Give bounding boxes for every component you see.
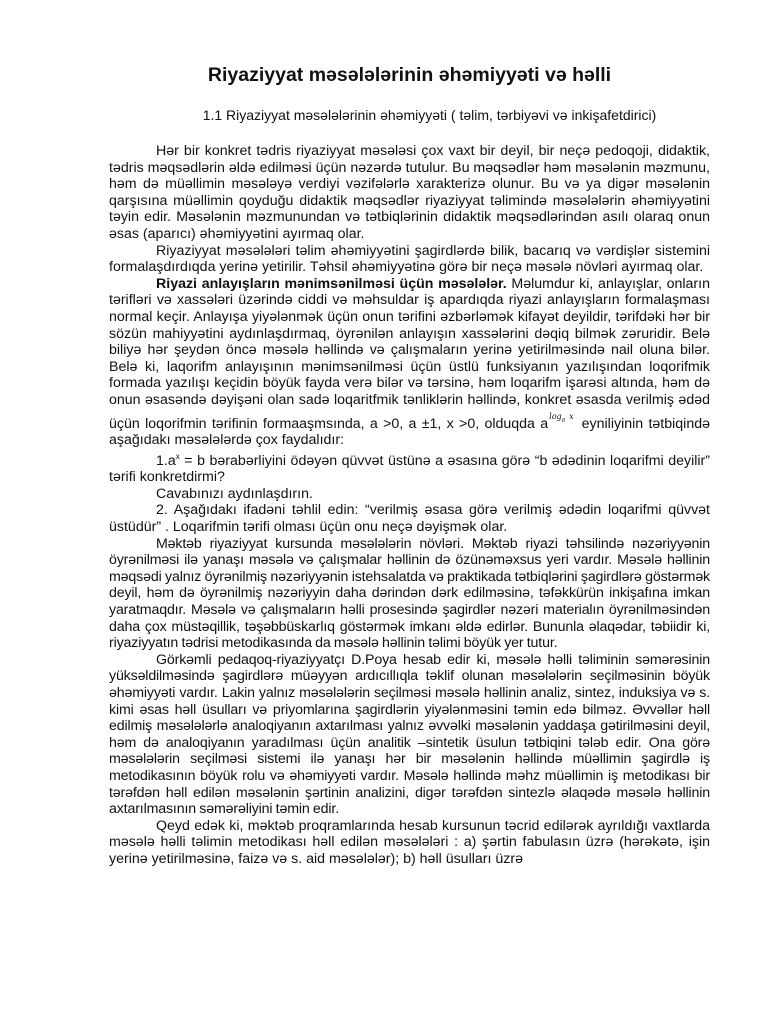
document-title: Riyaziyyat məsələlərinin əhəmiyyəti və həlli bbox=[207, 64, 612, 86]
paragraph-1: Hər bir konkret tədris riyaziyyat məsələsi çox vaxt bir deyil, bir neçə pedoqoji, didaktik, tədris məqsədlərin əldə edilməsi üçün nəzərdə tutulur. Bu məqsədlər həm məsələnin məzmunu, həm də müəllimin məsələyə verdiyi vəzifələrlə xarakterizə olunur. Bu və ya digər məsələnin qarşısına müəllimin qoyduğu didaktik məqsədlər riyaziyyat təlimində məsələlərin əhəmiyyətini təyin edir. Məsələnin məzmunundan və tətbiqlərinin didaktik məqsədlərindən asılı olaraq onun əsas (aparıcı) əhəmiyyətini ayırmaq olar. bbox=[109, 143, 710, 242]
log-superscript bbox=[549, 411, 574, 424]
paragraph-9: Qeyd edək ki, məktəb proqramlarında hesab kursunun təcrid edilərək ayrıldığı vaxtlarda məsələ həlli təlimin metodikası həll edilən məsələləri : a) şərtin fabulasın üzrə (hərəkətə, işin yerinə yetirilməsinə, faizə və s. aid məsələlər); b) həll üsulları üzrə bbox=[109, 817, 710, 867]
log-label: log bbox=[549, 411, 562, 421]
paragraph-5: Cavabınızı aydınlaşdırın. bbox=[156, 485, 313, 502]
paragraph-6: 2. Aşağıdakı ifadəni təhlil edin: “verilmiş əsasa görə verilmiş ədədin loqarifmi qüvvət üstüdür” . Loqarifmin tərifi olması üçün onu neçə dəyişmək olar. bbox=[109, 502, 710, 536]
log-arg: x bbox=[565, 411, 574, 421]
paragraph-7: Məktəb riyaziyyat kursunda məsələlərin növləri. Məktəb riyazi təhsilində nəzəriyyənin öyrənilməsi ilə yanaşı məsələ və çalışmalar həllinin də özünəməxsus yeri vardır. Məsələ həllinin məqsədi yalnız öyrənilmiş nəzəriyyənin istehsalatda və praktikada tətbiqlərini şagirdlərə göstərmək deyil, həm də öyrənilmiş nəzəriyyin daha dərindən dərk edilməsinə, təfəkkürün inkişafına imkan yaratmaqdır. Məsələ və çalışmaların həlli prosesində şagirdlər nəzəri materialın öyrənilməsindən daha çox müstəqillik, təşəbbüskarlıq göstərmək imkanı əldə edirlər. Bununla əlaqədar, təbiidir ki, riyaziyyatın tədrisi metodikasında da məsələ həllinin təlimi böyük yer tutur. bbox=[109, 535, 710, 652]
paragraph-4 bbox=[109, 449, 710, 486]
paragraph-3-text: Məlumdur ki, anlayışlar, onların tərifləri və xassələri üzərində ciddi və məhsuldar iş apardıqda riyazi anlayışların formalaşması normal keçir. Anlayışa yiyələnmək üçün onun tərifini əzbərləmək kifayət deyildir, tərifdəki hər bir sözün mahiyyətini aydınlaşdırmaq, öyrənilən anlayışın xassələrini dəqiq bilmək zəruridir. Belə biliyə hər şeydən öncə məsələ həllində və çalışmaların yerinə yetirilməsində nail oluna bilər. Belə ki, laqorifm anlayışının mənimsənilməsi üçün üstlü funksiyanın yazılışından loqorifmik formada yazılışı keçidin böyük fayda verə bilər və tərsinə, həm loqarifm işarəsi altında, həm də onun əsasəndə dəyişəni olan sadə loqaritfmik tənliklərin həllində, konkret əsasda verilmiş ədəd üçün loqorifmin tərifinin formaaşmsında, a >0, a ±1, x >0, olduqda a bbox=[109, 275, 710, 432]
paragraph-2: Riyaziyyat məsələləri təlim əhəmiyyətini şagirdlərdə bilik, bacarıq və vərdişlər sistemini formalaşdırdıqda yerinə yetirilir. Təhsil əhəmiyyətinə görə bir neçə məsələ növləri ayırmaq olar. bbox=[109, 242, 710, 276]
paragraph-3-end: eyniliyinin tətbiqində aşağıdakı məsələlərdə çox faydalıdır: bbox=[109, 415, 710, 449]
paragraph-3-heading: Riyazi anlayışların mənimsənilməsi üçün məsələlər. bbox=[156, 275, 507, 292]
paragraph-8: Görkəmli pedaqoq-riyaziyyatçı D.Poya hesab edir ki, məsələ həlli təliminin səmərəsinin yüksəldilməsində şagirdlərə müəyyən ardıcıllıqla təklif olunan məsələlərin seçilməsinin böyük əhəmiyyəti vardır. Lakin yalnız məsələlərin seçilməsi məsələ həllinin analiz, sintez, induksiya və s. kimi əsas həll üsulları və priyomlarına şagirdlərin yiyələnməsini təmin edə bilməz. Əvvəllər həll edilmiş məsələlərlə analoqiyanın axtarılması yalnız əvvəlki məsələnin yaddaşa gətirilməsini deyil, həm də analoqiyanın yaradılması üçün analitik –sintetik üsulun tətbiqini tələb edir. Ona görə məsələlərin seçilməsi sistemi ilə yanaşı hər bir məsələnin həllində müəllimin şagirdlə iş metodikasının böyük rolu və əhəmiyyəti vardır. Məsələ həllində məhz müəllimin iş metodikası bir tərəfdən həll edilən məsələnin şərtinin analizini, digər tərəfdən sintezlə əlaqədə məsələ həllinin axtarılmasının səmərəliyini təmin edir. bbox=[109, 651, 710, 818]
paragraph-3 bbox=[109, 276, 710, 449]
section-subtitle: 1.1 Riyaziyyat məsələlərinin əhəmiyyəti ( təlim, tərbiyəvi və inkişafetdirici) bbox=[202, 107, 657, 123]
exponent-x: x bbox=[175, 451, 180, 461]
log-base: a bbox=[561, 416, 566, 424]
document-body bbox=[109, 143, 710, 868]
question-1-text: = b bərabərliyini ödəyən qüvvət üstünə a əsasına görə “b ədədinin loqarifmi deyilir” tərifi konkretdirmi? bbox=[109, 452, 710, 486]
question-1-prefix: 1.a bbox=[156, 452, 176, 469]
